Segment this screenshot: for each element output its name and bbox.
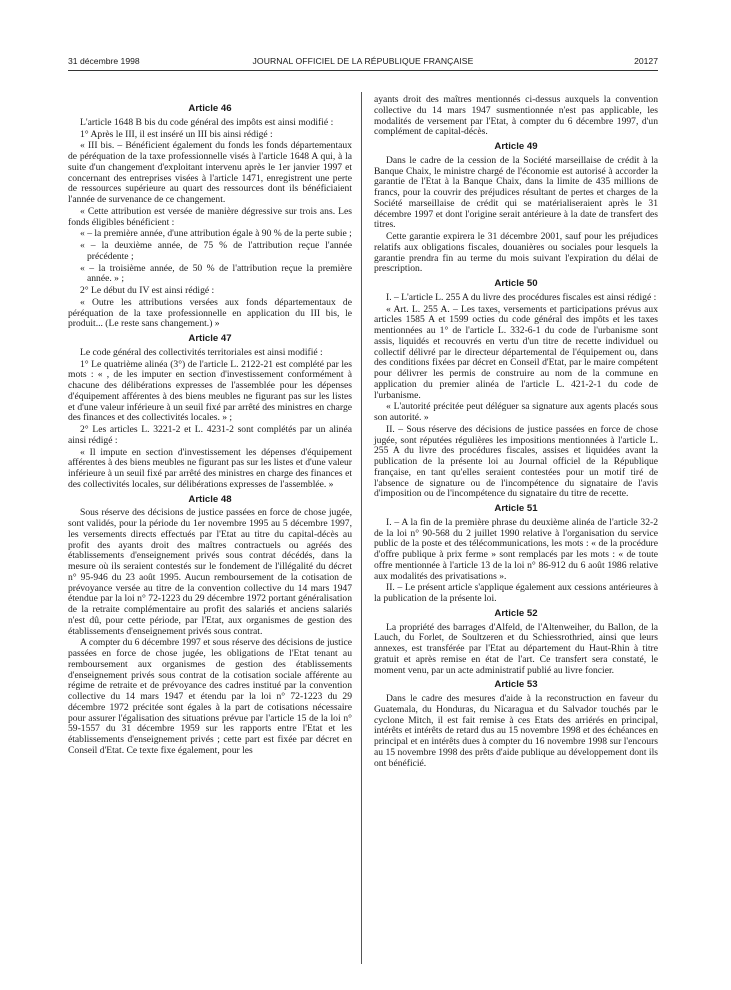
article-heading: Article 48 [188,493,232,505]
paragraph: Le code général des collectivités territoriales est ainsi modifié : [80,346,323,358]
quoted-item: « – la première année, d'une attribution égale à 90 % de la perte subie ; [80,228,352,240]
paragraph: 1° Après le III, il est inséré un III bis ainsi rédigé : [80,128,273,140]
article-heading: Article 47 [188,333,232,344]
paragraph: ayants droit des maîtres mentionnés ci-dessus auxquels la convention collective du 14 mars 1947 susmentionnée n'est pas applicable, les modalités de versement par l'Etat, à compter du 6 décembre 1997, d'un complément de capital-décès. [374,94,658,138]
article-heading: Article 50 [494,278,538,289]
paragraph: Dans le cadre de la cession de la Société marseillaise de crédit à la Banque Chaix, le ministre chargé de l'économie est autorisé à accorder la garantie de l'Etat à la Banque Chaix, dans la limite de 435 millions de francs, pour la couvrir des préjudices résultant de pertes et charges de la Société marseillaise de crédit qui se matérialiseraient après le 31 décembre 1997 et dont l'origine serait antérieure à la date de transfert des titres. [374,154,658,231]
article-heading: Article 52 [494,607,538,619]
left-column [68,100,352,758]
paragraph: « L'autorité précitée peut déléguer sa signature aux agents placés sous son autorité. » [374,401,658,423]
quoted-item: « – la deuxième année, de 75 % de l'attribution reçue l'année précédente ; [80,240,352,262]
paragraph: II. – Le présent article s'applique également aux cessions antérieures à la publication de la présente loi. [374,582,658,604]
page-header [68,56,658,71]
article-heading: Article 51 [494,503,538,514]
paragraph: II. – Sous réserve des décisions de justice passées en force de chose jugée, sont réputées régulières les impositions mentionnées à l'article L. 255 A du livre des procédures fiscales, assises et liquidées avant la publication de la présente loi au Journal officiel de la République française, en tant qu'elles seraient contestées pour un motif tiré de l'absence de signature ou de l'incompétence du signataire de l'avis d'imposition ou de l'incompétence du signataire du titre de recette. [374,423,658,500]
paragraph: « Art. L. 255 A. – Les taxes, versements et participations prévus aux articles 1585 A et 1599 octies du code général des impôts et les taxes mentionnées au 1° de l'article L. 332-6-1 du code de l'urbanisme sont assis, liquidés et recouvrés en vertu d'un titre de recette individuel ou collectif délivré par le directeur départemental de l'équipement ou, dans des conditions fixées par décret en Conseil d'Etat, par le maire compétent pour délivrer les permis de construire au nom de la commune en application du premier alinéa de l'article L. 421-2-1 du code de l'urbanisme. [374,303,658,401]
article-heading: Article 46 [188,103,232,114]
quoted-item: « – la troisième année, de 50 % de l'attribution reçue la première année. » ; [80,262,352,285]
paragraph: L'article 1648 B bis du code général des impôts est ainsi modifié : [80,116,334,128]
article-heading: Article 53 [494,679,538,691]
paragraph: « Outre les attributions versées aux fonds départementaux de péréquation de la taxe professionnelle en application du III bis, le produit... (Le reste sans changement.) » [68,296,352,330]
header-page-number: 20127 [634,56,658,66]
paragraph: Dans le cadre des mesures d'aide à la reconstruction en faveur du Guatemala, du Honduras, du Nicaragua et du Salvador touchés par le cyclone Mitch, il est fait remise à ces Etats des arriérés en principal, intérêts et intérêts de retard dus au 15 novembre 1998 et des échéances en principal et en intérêts dues à compter du 16 novembre 1998 sur l'encours au 15 novembre 1998 des prêts d'aide publique au développement dont ils ont bénéficié. [374,693,658,769]
paragraph: 2° Les articles L. 3221-2 et L. 4231-2 sont complétés par un alinéa ainsi rédigé : [68,424,352,446]
paragraph: A compter du 6 décembre 1997 et sous réserve des décisions de justice passées en force de chose jugée, les obligations de l'Etat tenant au remboursement aux organismes de gestion des établissements d'enseignement privés sous contrat de la cotisation sociale afférente au régime de retraite et de prévoyance des cadres institué par la convention collective du 14 mars 1947 et étendu par la loi n° 72-1223 du 29 décembre 1972 précitée sont égales à la part de cotisations nécessaire pour assurer l'égalisation des situations prévue par l'article 15 de la loi n° 59-1557 du 31 décembre 1959 sur les rapports entre l'Etat et les établissements d'enseignement privés ; cette part est fixée par décret en Conseil d'Etat. Ce texte fixe également, pour les [68,637,352,756]
paragraph: La propriété des barrages d'Alfeld, de l'Altenweiher, du Ballon, de la Lauch, du Forlet, de Soultzeren et du Schiessrothried, ainsi que leurs annexes, est transférée par l'Etat au département du Haut-Rhin à titre gratuit et après remise en état de l'art. Ce transfert sera constaté, le moment venu, par un acte administratif publié au livre foncier. [374,621,658,676]
column-divider [361,92,362,964]
article-heading: Article 49 [494,141,538,152]
paragraph: I. – L'article L. 255 A du livre des procédures fiscales est ainsi rédigé : [386,291,657,303]
paragraph: « Il impute en section d'investissement les dépenses d'équipement afférentes à des biens meubles ne figurant pas sur les listes et d'une valeur inférieure à un seuil fixé par arrêté des ministres en charge des finances et des collectivités locales, sur délibérations expresses de l'assemblée. » [68,446,352,490]
paragraph: « III bis. – Bénéficient également du fonds les fonds départementaux de péréquation de la taxe professionnelle visés à l'article 1648 A qui, à la suite d'un changement d'exploitant intervenu après le 1er janvier 1997 et concernant des entreprises visées à l'article 1471, enregistrent une perte de ressources supérieure au quart des ressources dont ils bénéficiaient l'année de survenance de ce changement. [68,140,352,205]
header-date: 31 décembre 1998 [68,56,140,66]
right-column [374,95,658,770]
paragraph: Cette garantie expirera le 31 décembre 2001, sauf pour les préjudices relatifs aux obligations fiscales, douanières ou sociales pour lesquels la garantie prendra fin au terme du mois suivant l'expiration du délai de prescription. [374,231,658,275]
header-title: JOURNAL OFFICIEL DE LA RÉPUBLIQUE FRANÇAISE [252,56,474,66]
paragraph: Sous réserve des décisions de justice passées en force de chose jugée, sont validés, pour la période du 1er novembre 1995 au 5 décembre 1997, les versements directs effectués par l'Etat au titre du capital-décès au profit des ayants droit des maîtres contractuels ou agréés des établissements d'enseignement privés sous contrat décédés, dans la mesure où ils seraient contestés sur le fondement de l'illégalité du décret n° 95-946 du 23 août 1995. Aucun remboursement de la cotisation de prévoyance versée au titre de la convention collective du 14 mars 1947 étendue par la loi n° 72-1223 du 29 décembre 1972 portant généralisation de la retraite complémentaire au profit des salariés et anciens salariés n'est dû, pour cette période, par l'Etat, aux organismes de gestion des établissements d'enseignement privés sous contrat. [68,507,352,637]
paragraph: 1° Le quatrième alinéa (3°) de l'article L. 2122-21 est complété par les mots : « , de les imputer en section d'investissement conformément à chacune des délibérations expresses de l'assemblée pour les dépenses d'équipement afférentes à des biens meubles ne figurant pas sur les listes et d'une valeur inférieure à un seuil fixé par arrêté des ministres en charge des finances et des collectivités locales. » ; [68,358,352,424]
paragraph: « Cette attribution est versée de manière dégressive sur trois ans. Les fonds éligibles bénéficient : [68,205,352,228]
paragraph: 2° Le début du IV est ainsi rédigé : [80,285,215,296]
paragraph: I. – A la fin de la première phrase du deuxième alinéa de l'article 32-2 de la loi n° 90-568 du 2 juillet 1990 relative à l'organisation du service public de la poste et des télécommunications, les mots : « de la procédure d'offre publique à prix ferme » sont remplacés par les mots : « de toute offre mentionnée à l'article 13 de la loi n° 86-912 du 6 août 1986 relative aux modalités des privatisations ». [374,516,658,582]
